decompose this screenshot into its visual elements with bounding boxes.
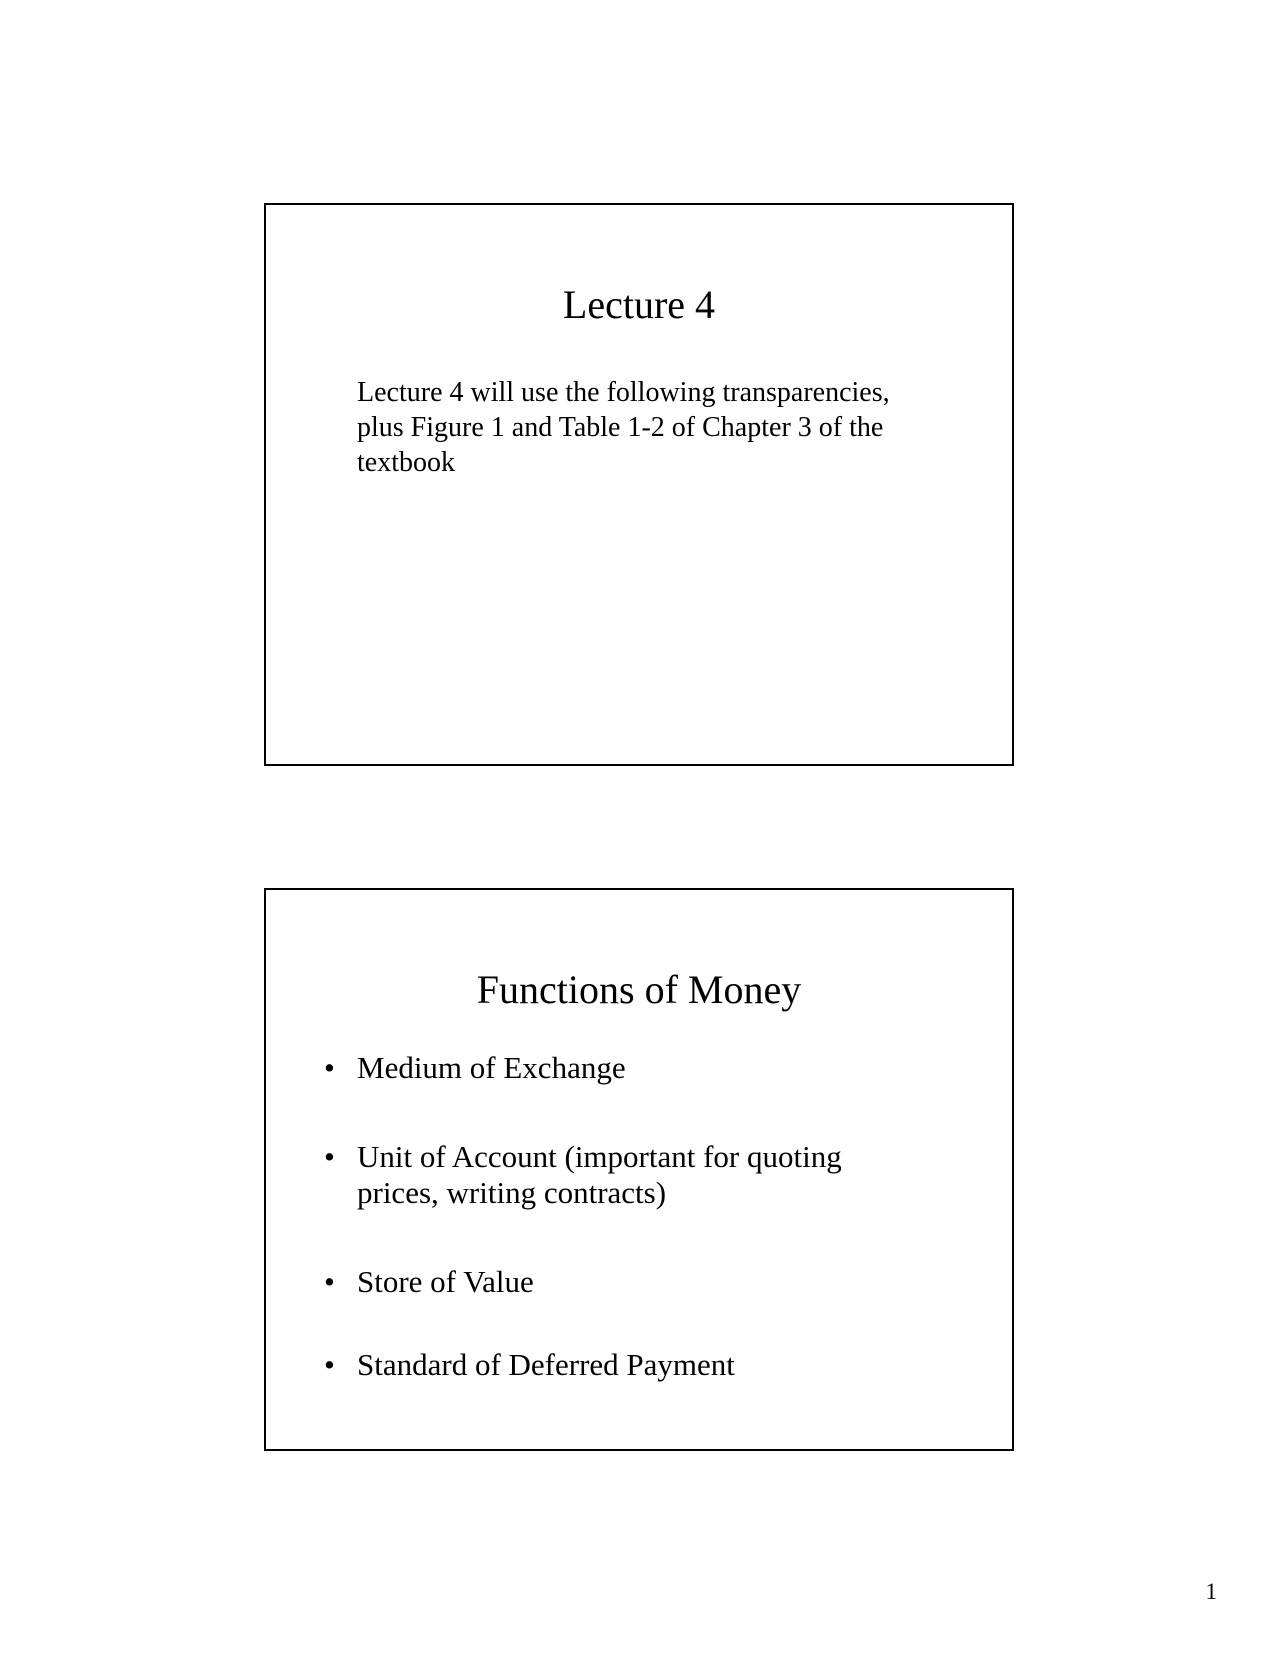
bullet-item	[324, 1264, 947, 1300]
slide-functions-of-money	[264, 888, 1014, 1451]
bullet-text: Medium of Exchange	[357, 1050, 626, 1085]
bullet-item	[324, 1050, 947, 1086]
slide-body-text	[357, 375, 937, 480]
bullet-text: Store of Value	[357, 1264, 534, 1299]
bullet-text: prices, writing contracts)	[357, 1175, 667, 1210]
bullet-item	[324, 1347, 947, 1383]
bullet-dot-icon: •	[324, 1264, 335, 1299]
bullet-text: Unit of Account (important for quoting	[357, 1139, 842, 1174]
bullet-dot-icon: •	[324, 1347, 335, 1382]
slide-title: Functions of Money	[476, 967, 802, 1012]
bullet-item	[324, 1139, 947, 1211]
body-line: Lecture 4 will use the following transparencies,	[357, 377, 890, 408]
bullet-list	[324, 1050, 947, 1383]
slide-title: Lecture 4	[562, 282, 716, 327]
page-number: 1	[1205, 1579, 1217, 1604]
bullet-dot-icon: •	[324, 1050, 335, 1085]
bullet-dot-icon: •	[324, 1139, 335, 1174]
bullet-text: Standard of Deferred Payment	[357, 1347, 735, 1382]
body-line: plus Figure 1 and Table 1-2 of Chapter 3 of the	[357, 412, 884, 443]
slide-lecture-4	[264, 203, 1014, 766]
body-line: textbook	[357, 447, 455, 478]
